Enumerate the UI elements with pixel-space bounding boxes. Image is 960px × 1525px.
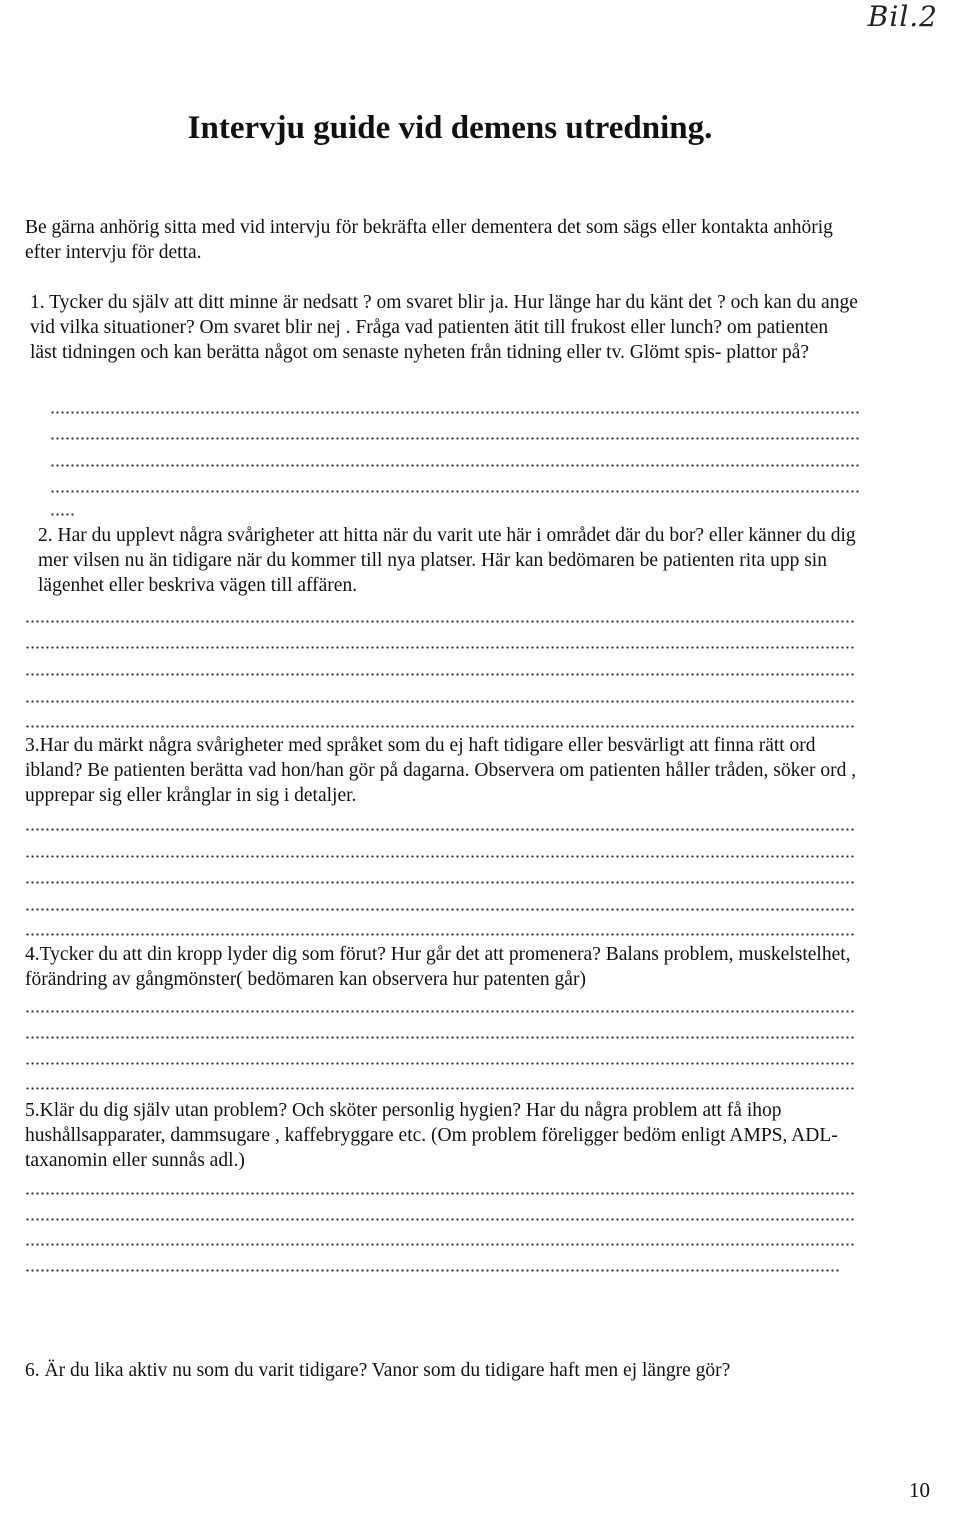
page-number: 10 <box>909 1478 930 1502</box>
answer-line <box>25 933 855 936</box>
answer-line <box>25 855 855 858</box>
page-title: Intervju guide vid demens utredning. <box>187 110 713 146</box>
answer-line <box>25 881 855 884</box>
answer-line <box>25 1192 855 1195</box>
answer-line <box>50 513 74 516</box>
question-2: 2. Har du upplevt några svårigheter att hitta när du varit ute här i området där du bor? eller känner du dig mer vilsen nu än tidigare när du kommer till nya platser. Här kan bedömaren be patienten rita upp sin lägenhet eller beskriva vägen till affären. <box>38 525 856 596</box>
answer-line <box>50 437 860 440</box>
answer-line <box>25 1062 855 1065</box>
answer-line <box>25 620 855 623</box>
question-4: 4.Tycker du att din kropp lyder dig som förut? Hur går det att promenera? Balans problem, muskelstelhet, förändring av gångmönster( bedömaren kan observera hur patenten går) <box>25 944 851 990</box>
question-3: 3.Har du märkt några svårigheter med språket som du ej haft tidigare eller besvärligt att finna rätt ord ibland? Be patienten berätta vad hon/han gör på dagarna. Observera om patienten håller tråden, söker ord , upprepar sig eller krånglar in sig i detaljer. <box>25 735 857 806</box>
question-5: 5.Klär du dig själv utan problem? Och sköter personlig hygien? Har du några problem att få ihop hushållsapparater, dammsugare , kaffebryggare etc. (Om problem föreligger bedöm enligt AMPS, ADL-taxanomin eller sunnås adl.) <box>25 1100 838 1171</box>
answer-line <box>25 1243 855 1246</box>
answer-line <box>50 464 860 467</box>
answer-line <box>25 828 855 831</box>
intro-text: Be gärna anhörig sitta med vid intervju för bekräfta eller dementera det som sägs eller kontakta anhörig efter intervju för detta. <box>25 217 833 263</box>
answer-line <box>50 490 860 493</box>
attachment-stamp: Bil.2 <box>867 0 938 33</box>
answer-line <box>25 1087 855 1090</box>
answer-line <box>25 1269 840 1272</box>
answer-line <box>25 908 855 911</box>
answer-line <box>25 700 855 703</box>
answer-line <box>25 1010 855 1013</box>
question-1: 1. Tycker du själv att ditt minne är nedsatt ? om svaret blir ja. Hur länge har du känt det ? och kan du ange vid vilka situationer? Om svaret blir nej . Fråga vad patienten ätit till frukost eller lunch? om patienten läst tidningen och kan berätta något om senaste nyheten från tidning eller tv. Glömt spis- plattor på? <box>30 292 858 363</box>
answer-line <box>25 673 855 676</box>
answer-line <box>25 646 855 649</box>
answer-line <box>25 1036 855 1039</box>
answer-line <box>25 1218 855 1221</box>
answer-line <box>50 411 860 414</box>
question-6: 6. Är du lika aktiv nu som du varit tidigare? Vanor som du tidigare haft men ej längre gör? <box>25 1360 731 1381</box>
answer-line <box>25 725 855 728</box>
